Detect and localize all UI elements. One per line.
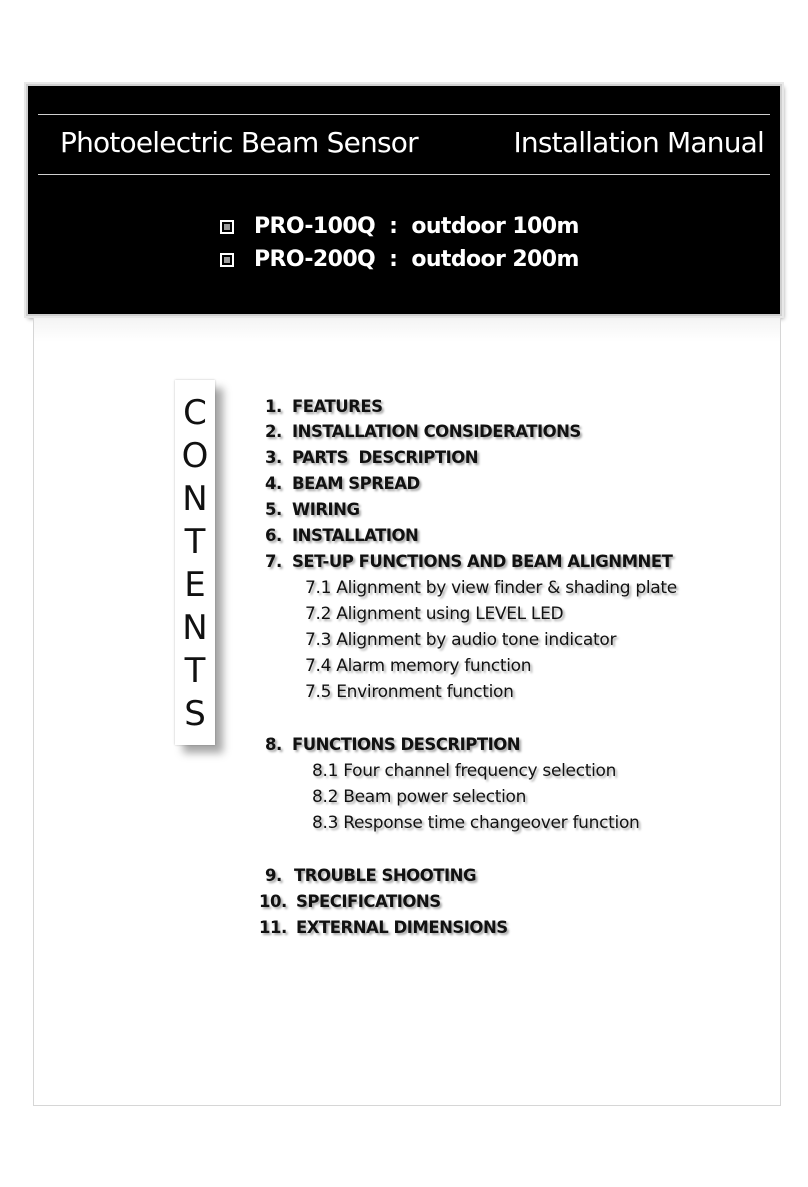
toc-item-trouble-shooting[interactable]: 9. TROUBLE SHOOTING (265, 866, 476, 885)
manual-title: Installation Manual (513, 126, 764, 159)
model-description: outdoor 100m (411, 214, 579, 239)
toc-item-installation[interactable]: 6. INSTALLATION (265, 526, 419, 545)
toc-item-external-dimensions[interactable]: 11. EXTERNAL DIMENSIONS (259, 918, 508, 937)
model-separator: : (389, 214, 398, 239)
contents-letter: N (182, 479, 208, 519)
contents-letter: T (184, 522, 206, 562)
contents-letter: E (184, 565, 206, 605)
toc-subitem-7-4[interactable]: 7.4 Alarm memory function (305, 656, 532, 676)
toc-item-beam-spread[interactable]: 4. BEAM SPREAD (265, 474, 420, 493)
contents-letter: N (182, 608, 208, 648)
contents-letter: S (184, 694, 206, 734)
toc-subitem-7-3[interactable]: 7.3 Alignment by audio tone indicator (305, 630, 617, 650)
model-description: outdoor 200m (411, 247, 579, 272)
toc-subitem-7-5[interactable]: 7.5 Environment function (305, 682, 514, 702)
toc-item-parts-description[interactable]: 3. PARTS DESCRIPTION (265, 448, 479, 467)
toc-item-wiring[interactable]: 5. WIRING (265, 500, 360, 519)
toc-item-features[interactable]: 1. FEATURES (265, 397, 383, 416)
toc-subitem-8-1[interactable]: 8.1 Four channel frequency selection (312, 761, 617, 781)
contents-letter: T (184, 651, 206, 691)
product-title: Photoelectric Beam Sensor (60, 126, 418, 159)
toc-item-setup-functions[interactable]: 7. SET-UP FUNCTIONS AND BEAM ALIGNMNET (265, 552, 673, 571)
contents-letter: O (181, 436, 209, 476)
toc-subitem-8-3[interactable]: 8.3 Response time changeover function (312, 813, 640, 833)
toc-subitem-7-2[interactable]: 7.2 Alignment using LEVEL LED (305, 604, 564, 624)
toc-item-installation-considerations[interactable]: 2. INSTALLATION CONSIDERATIONS (265, 422, 581, 441)
model-name: PRO-100Q (254, 214, 376, 239)
toc-subitem-7-1[interactable]: 7.1 Alignment by view finder & shading plate (305, 578, 677, 598)
toc-item-functions-description[interactable]: 8. FUNCTIONS DESCRIPTION (265, 735, 521, 754)
toc-item-specifications[interactable]: 10. SPECIFICATIONS (259, 892, 441, 911)
model-separator: : (389, 247, 398, 272)
contents-letter: C (183, 393, 207, 433)
toc-subitem-8-2[interactable]: 8.2 Beam power selection (312, 787, 527, 807)
model-name: PRO-200Q (254, 247, 376, 272)
